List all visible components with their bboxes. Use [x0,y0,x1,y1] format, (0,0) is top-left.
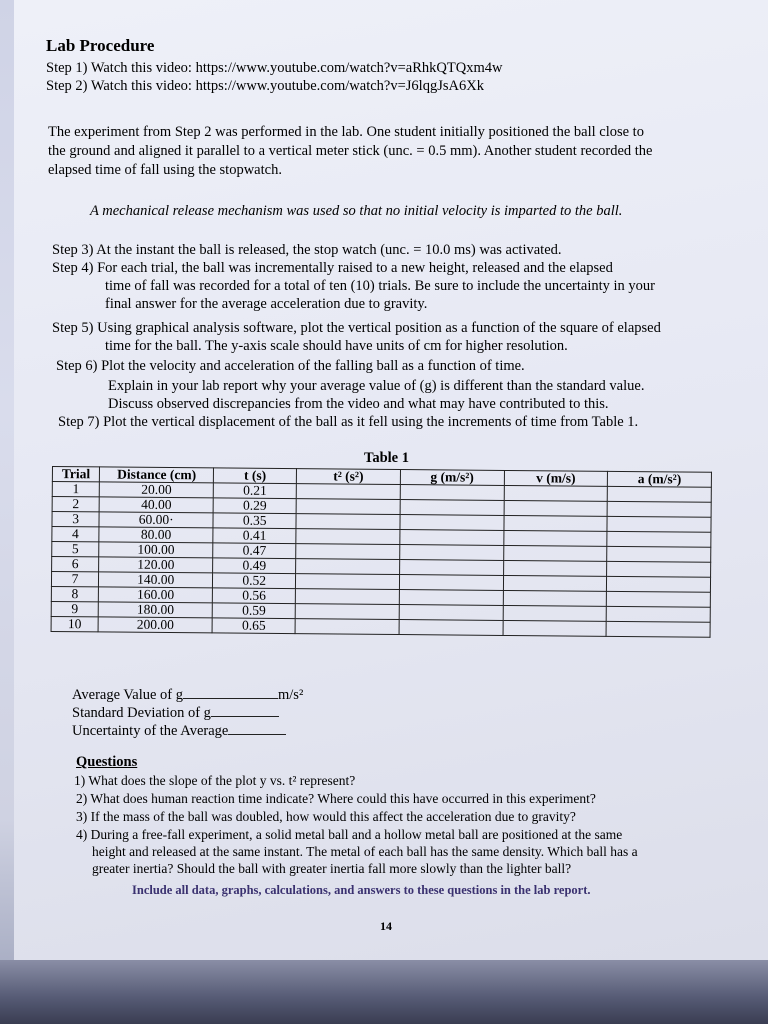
cell-time-squared[interactable] [296,529,400,545]
intro-line-2: the ground and aligned it parallel to a vertical meter stick (unc. = 0.5 mm). Another student recorded the [48,143,653,159]
step-4: Step 4) For each trial, the ball was incrementally raised to a new height, released and the elapsed [52,260,613,276]
std-dev-line [72,704,279,722]
intro-line-3: elapsed time of fall using the stopwatch. [48,162,282,178]
cell-trial: 5 [52,542,99,557]
cell-velocity[interactable] [504,500,608,516]
cell-g[interactable] [399,560,503,576]
cell-time-squared[interactable] [296,574,400,590]
std-dev-blank[interactable] [211,704,279,717]
cell-velocity[interactable] [503,545,607,561]
cell-velocity[interactable] [503,590,607,606]
cell-time: 0.47 [213,543,296,559]
uncertainty-label: Uncertainty of the Average [72,723,229,739]
cell-g[interactable] [400,545,504,561]
cell-acceleration[interactable] [606,621,710,637]
cell-distance: 180.00 [98,602,212,618]
data-table [51,466,712,638]
cell-trial: 4 [52,527,99,542]
cell-g[interactable] [400,500,504,516]
cell-trial: 8 [51,586,98,601]
cell-velocity[interactable] [504,485,608,501]
cell-time: 0.56 [213,588,296,604]
cell-time-squared[interactable] [295,589,399,605]
question-4: 4) During a free-fall experiment, a solid metal ball and a hollow metal ball are positioned at the same [76,827,623,842]
cell-distance: 140.00 [99,572,213,588]
cell-distance: 120.00 [99,557,213,573]
cell-g[interactable] [399,620,503,636]
cell-g[interactable] [399,590,503,606]
cell-acceleration[interactable] [607,516,711,532]
header-velocity: v (m/s) [504,470,608,486]
step-4-line-2: time of fall was recorded for a total of ten (10) trials. Be sure to include the uncertainty in your [105,278,656,294]
cell-velocity[interactable] [503,515,607,531]
cell-trial: 10 [51,616,98,631]
header-distance: Distance (cm) [100,467,214,483]
uncertainty-line [72,722,286,740]
cell-time-squared[interactable] [296,499,400,515]
cell-acceleration[interactable] [606,606,710,622]
average-g-label: Average Value of g [72,687,183,703]
question-4-line-2: height and released at the same instant. The metal of each ball has the same density. Which ball has a [92,844,638,859]
cell-distance: 60.00· [99,512,213,528]
cell-trial: 3 [52,512,99,527]
cell-trial: 1 [52,482,99,497]
header-time-squared: t² (s²) [296,469,400,485]
cell-time-squared[interactable] [295,619,399,635]
cell-acceleration[interactable] [607,546,711,562]
step-4-line-3: final answer for the average acceleration due to gravity. [105,296,428,312]
cell-velocity[interactable] [503,530,607,546]
cell-time-squared[interactable] [295,604,399,620]
average-g-blank[interactable] [183,686,278,699]
cell-velocity[interactable] [503,620,607,636]
cell-distance: 20.00 [99,482,213,498]
cell-g[interactable] [400,530,504,546]
cell-time-squared[interactable] [296,544,400,560]
step-6-line-2: Explain in your lab report why your average value of (g) is different than the standard value. [108,378,645,394]
question-1: 1) What does the slope of the plot y vs. t² represent? [74,773,356,788]
cell-time-squared[interactable] [296,514,400,530]
cell-distance: 100.00 [99,542,213,558]
header-time: t (s) [214,468,297,484]
cell-g[interactable] [399,575,503,591]
step-2: Step 2) Watch this video: https://www.youtube.com/watch?v=J6lqgJsA6Xk [46,78,484,94]
page-title: Lab Procedure [46,36,155,55]
cell-acceleration[interactable] [607,486,711,502]
question-2: 2) What does human reaction time indicate? Where could this have occurred in this experiment? [76,791,596,806]
cell-time-squared[interactable] [296,484,400,500]
step-1: Step 1) Watch this video: https://www.youtube.com/watch?v=aRhkQTQxm4w [46,60,503,76]
std-dev-label: Standard Deviation of g [72,705,211,721]
cell-g[interactable] [400,485,504,501]
cell-trial: 2 [52,497,99,512]
cell-time: 0.65 [212,618,295,634]
cell-time: 0.41 [213,528,296,544]
cell-g[interactable] [399,605,503,621]
step-7: Step 7) Plot the vertical displacement of the ball as it fell using the increments of time from Table 1. [58,414,639,430]
cell-time-squared[interactable] [296,559,400,575]
cell-velocity[interactable] [503,560,607,576]
cell-acceleration[interactable] [607,531,711,547]
cell-distance: 200.00 [98,617,212,633]
cell-time: 0.29 [213,498,296,514]
page-number: 14 [380,919,392,933]
uncertainty-blank[interactable] [228,722,286,735]
cell-trial: 6 [52,557,99,572]
step-5-line-2: time for the ball. The y-axis scale should have units of cm for higher resolution. [105,338,568,354]
header-trial: Trial [52,467,99,482]
monitor-bezel [0,960,768,1024]
cell-acceleration[interactable] [607,576,711,592]
step-6-line-3: Discuss observed discrepancies from the video and what may have contributed to this. [108,396,609,412]
cell-distance: 160.00 [98,587,212,603]
cell-trial: 9 [51,601,98,616]
header-g: g (m/s²) [400,470,504,486]
cell-g[interactable] [400,515,504,531]
intro-line-1: The experiment from Step 2 was performed in the lab. One student initially positioned the ball close to [48,124,644,140]
header-acceleration: a (m/s²) [608,471,712,487]
cell-distance: 40.00 [99,497,213,513]
cell-time: 0.21 [214,483,297,499]
questions-title: Questions [76,754,138,770]
cell-time: 0.49 [213,558,296,574]
cell-time: 0.52 [213,573,296,589]
question-4-line-3: greater inertia? Should the ball with greater inertia fall more slowly than the lighter ball? [92,861,572,876]
cell-distance: 80.00 [99,527,213,543]
cell-time: 0.35 [213,513,296,529]
mechanism-note: A mechanical release mechanism was used so that no initial velocity is imparted to the ball. [90,203,623,219]
table-title: Table 1 [364,450,409,466]
cell-trial: 7 [51,572,98,587]
step-3: Step 3) At the instant the ball is released, the stop watch (unc. = 10.0 ms) was activated. [52,242,562,258]
step-6: Step 6) Plot the velocity and acceleration of the falling ball as a function of time. [56,358,525,374]
cell-time: 0.59 [213,603,296,619]
average-g-unit: m/s² [278,687,304,703]
cell-velocity[interactable] [503,605,607,621]
cell-velocity[interactable] [503,575,607,591]
step-5: Step 5) Using graphical analysis software, plot the vertical position as a function of the square of elapsed [52,320,661,336]
question-3: 3) If the mass of the ball was doubled, how would this affect the acceleration due to gravity? [76,809,576,824]
footer-instruction: Include all data, graphs, calculations, and answers to these questions in the lab report. [132,883,591,897]
cell-acceleration[interactable] [607,591,711,607]
cell-acceleration[interactable] [607,501,711,517]
average-g-line [72,686,303,704]
cell-acceleration[interactable] [607,561,711,577]
